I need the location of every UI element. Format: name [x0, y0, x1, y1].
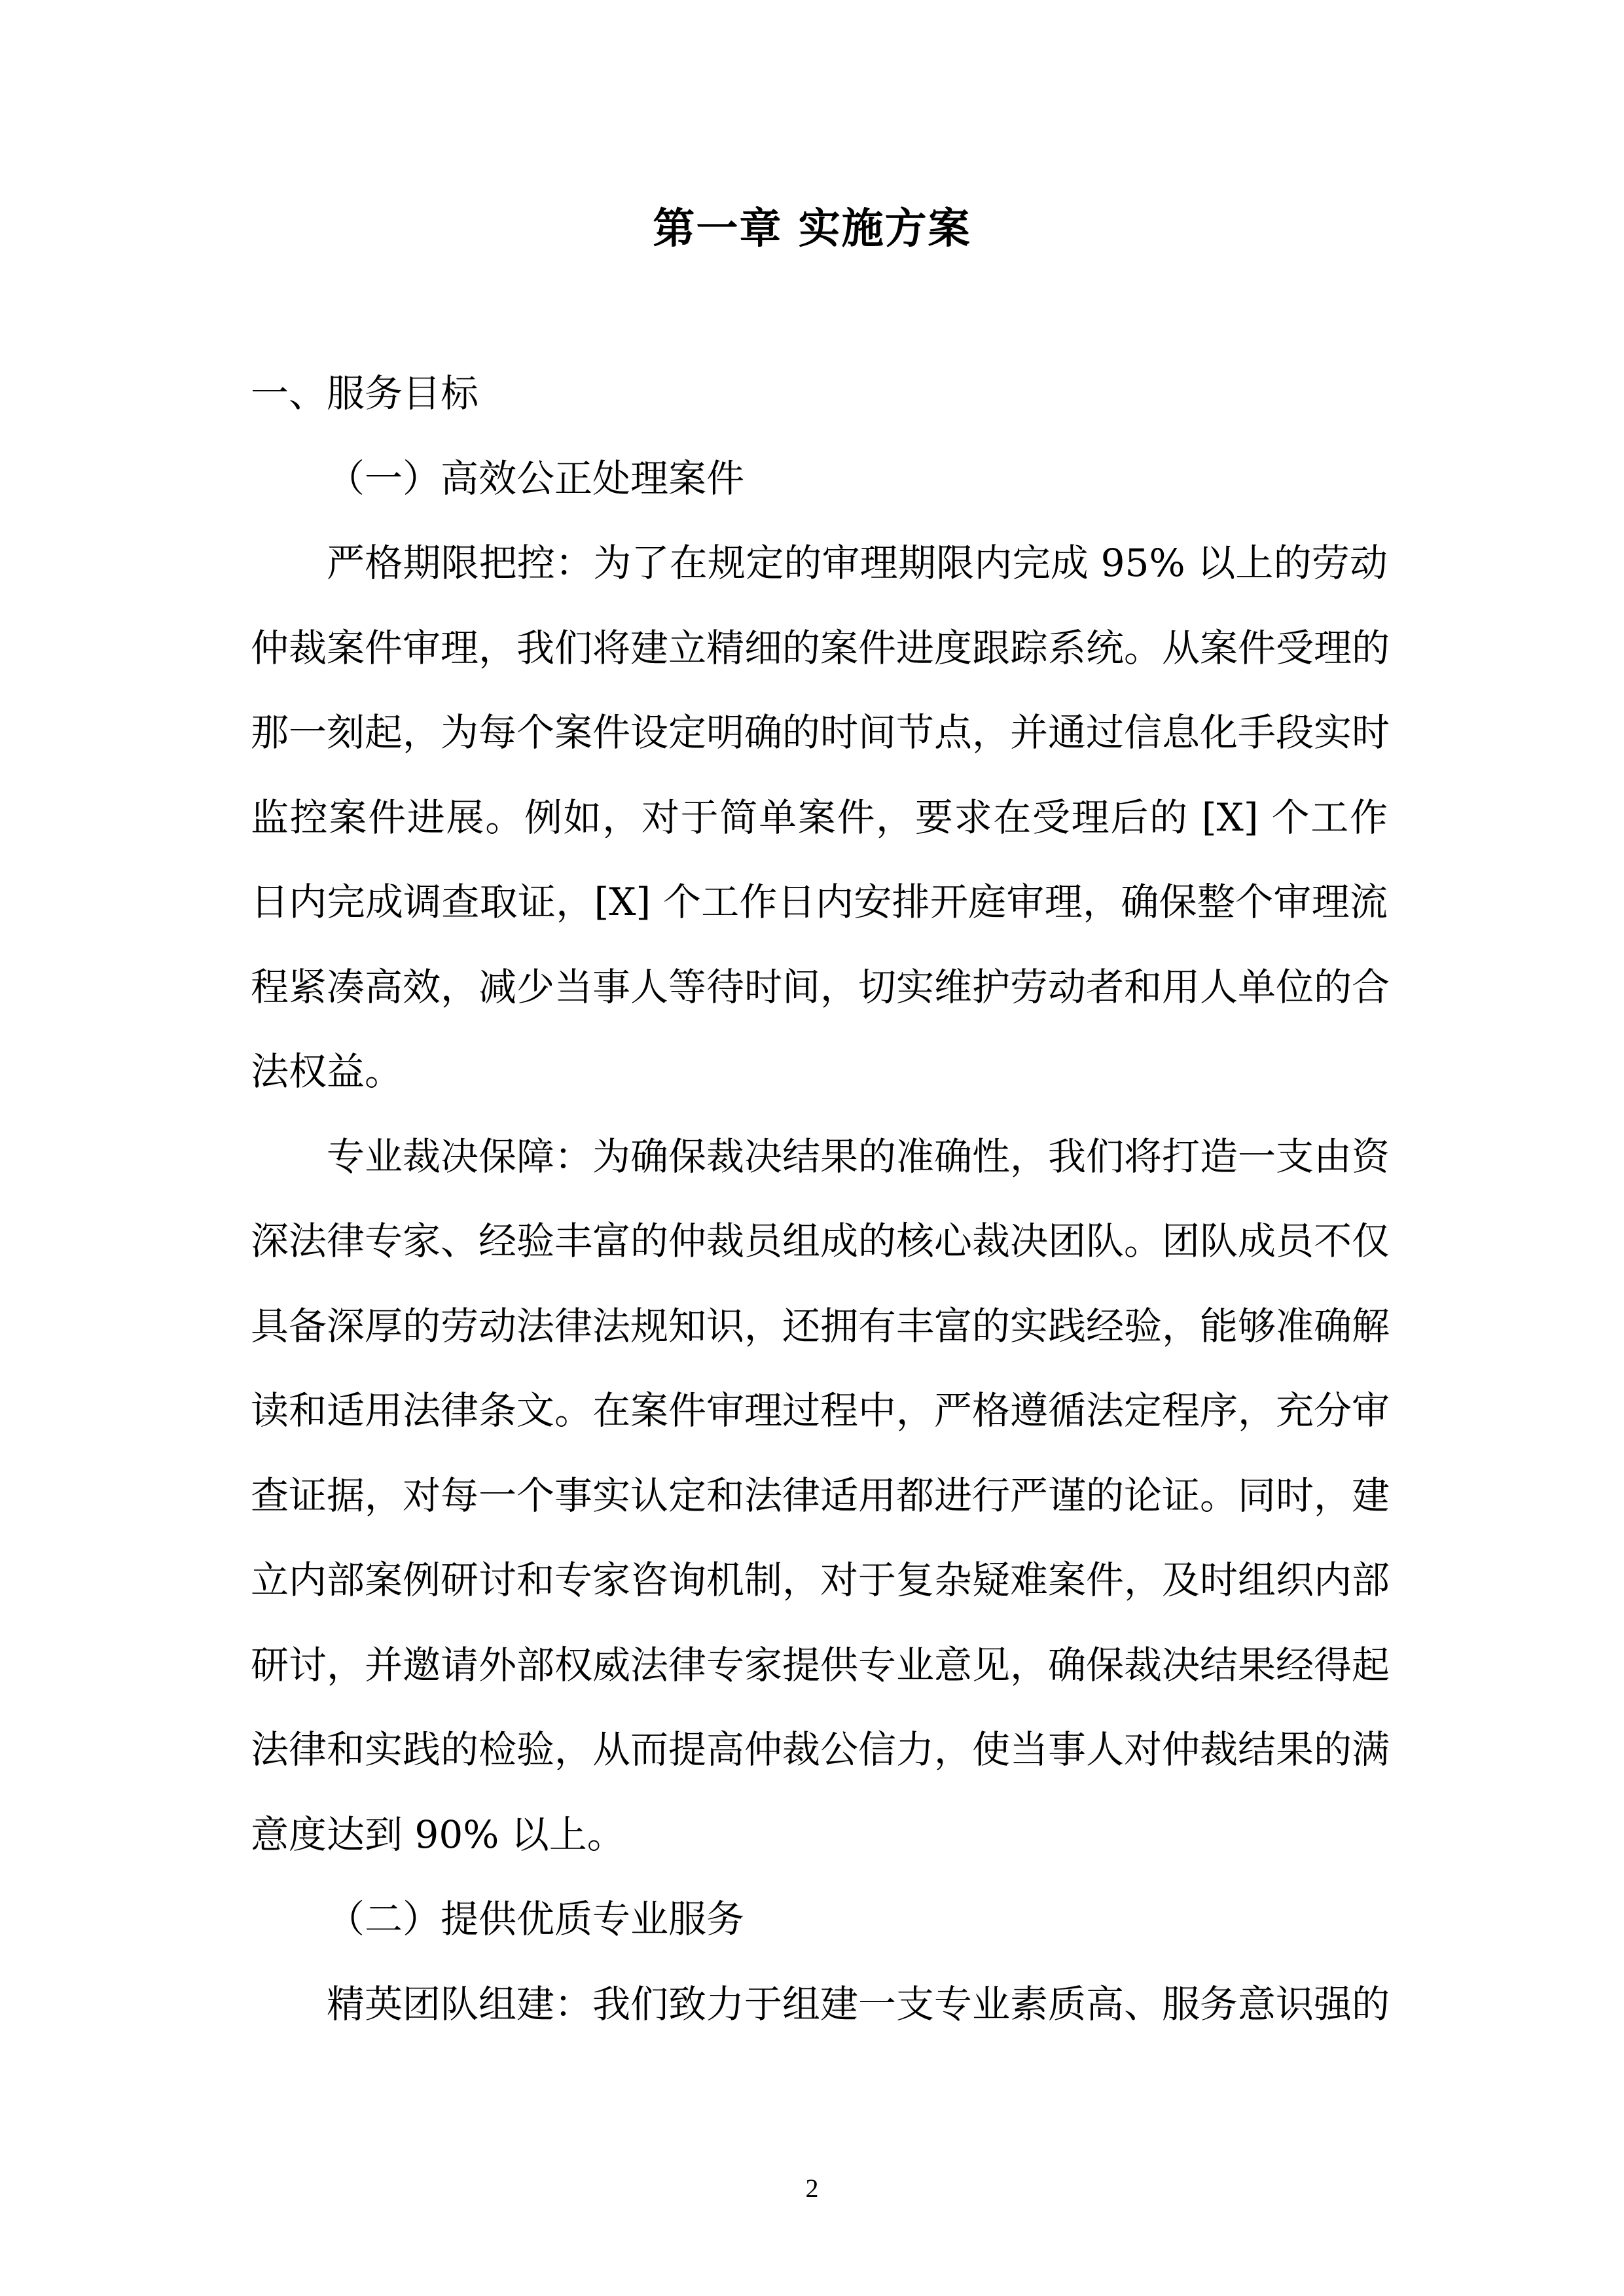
text-line: 严格期限把控：为了在规定的审理期限内完成 95% 以上的劳动: [327, 541, 1388, 585]
paragraph: [251, 1115, 1388, 1878]
chapter-title: 第一章 实施方案: [653, 204, 971, 253]
text-line: （一）高效公正处理案件: [327, 456, 745, 501]
text-line: 意度达到 90% 以上。: [251, 1812, 625, 1857]
text-line: 读和适用法律条文。在案件审理过程中，严格遵循法定程序，充分审: [251, 1388, 1390, 1433]
text-line: 立内部案例研讨和专家咨询机制，对于复杂疑难案件，及时组织内部: [251, 1558, 1390, 1602]
text-line: 那一刻起，为每个案件设定明确的时间节点，并通过信息化手段实时: [251, 710, 1390, 755]
document-body: [251, 351, 1388, 2047]
text-line: 法律和实践的检验，从而提高仲裁公信力，使当事人对仲裁结果的满: [251, 1727, 1390, 1772]
text-line: 一、服务目标: [251, 371, 479, 416]
paragraph: [251, 521, 1388, 1115]
section-heading: [251, 1877, 1388, 1962]
text-line: 日内完成调查取证，[X] 个工作日内安排开庭审理，确保整个审理流: [251, 880, 1388, 924]
text-line: 专业裁决保障：为确保裁决结果的准确性，我们将打造一支由资: [327, 1134, 1390, 1179]
text-line: 具备深厚的劳动法律法规知识，还拥有丰富的实践经验，能够准确解: [251, 1303, 1390, 1348]
text-line: 监控案件进展。例如，对于简单案件，要求在受理后的 [X] 个工作: [251, 795, 1388, 840]
text-line: （二）提供优质专业服务: [327, 1897, 745, 1941]
text-line: 仲裁案件审理，我们将建立精细的案件进度跟踪系统。从案件受理的: [251, 625, 1390, 670]
section-heading: [251, 437, 1388, 522]
text-line: 法权益。: [251, 1049, 403, 1094]
text-line: 精英团队组建：我们致力于组建一支专业素质高、服务意识强的: [327, 1981, 1390, 2026]
text-line: 深法律专家、经验丰富的仲裁员组成的核心裁决团队。团队成员不仅: [251, 1219, 1390, 1263]
page-number: 2: [805, 2174, 819, 2203]
text-line: 研讨，并邀请外部权威法律专家提供专业意见，确保裁决结果经得起: [251, 1642, 1390, 1687]
text-line: 查证据，对每一个事实认定和法律适用都进行严谨的论证。同时，建: [251, 1473, 1390, 1518]
paragraph: [251, 1962, 1388, 2047]
section-heading: [251, 351, 1388, 437]
text-line: 程紧凑高效，减少当事人等待时间，切实维护劳动者和用人单位的合: [251, 964, 1390, 1009]
